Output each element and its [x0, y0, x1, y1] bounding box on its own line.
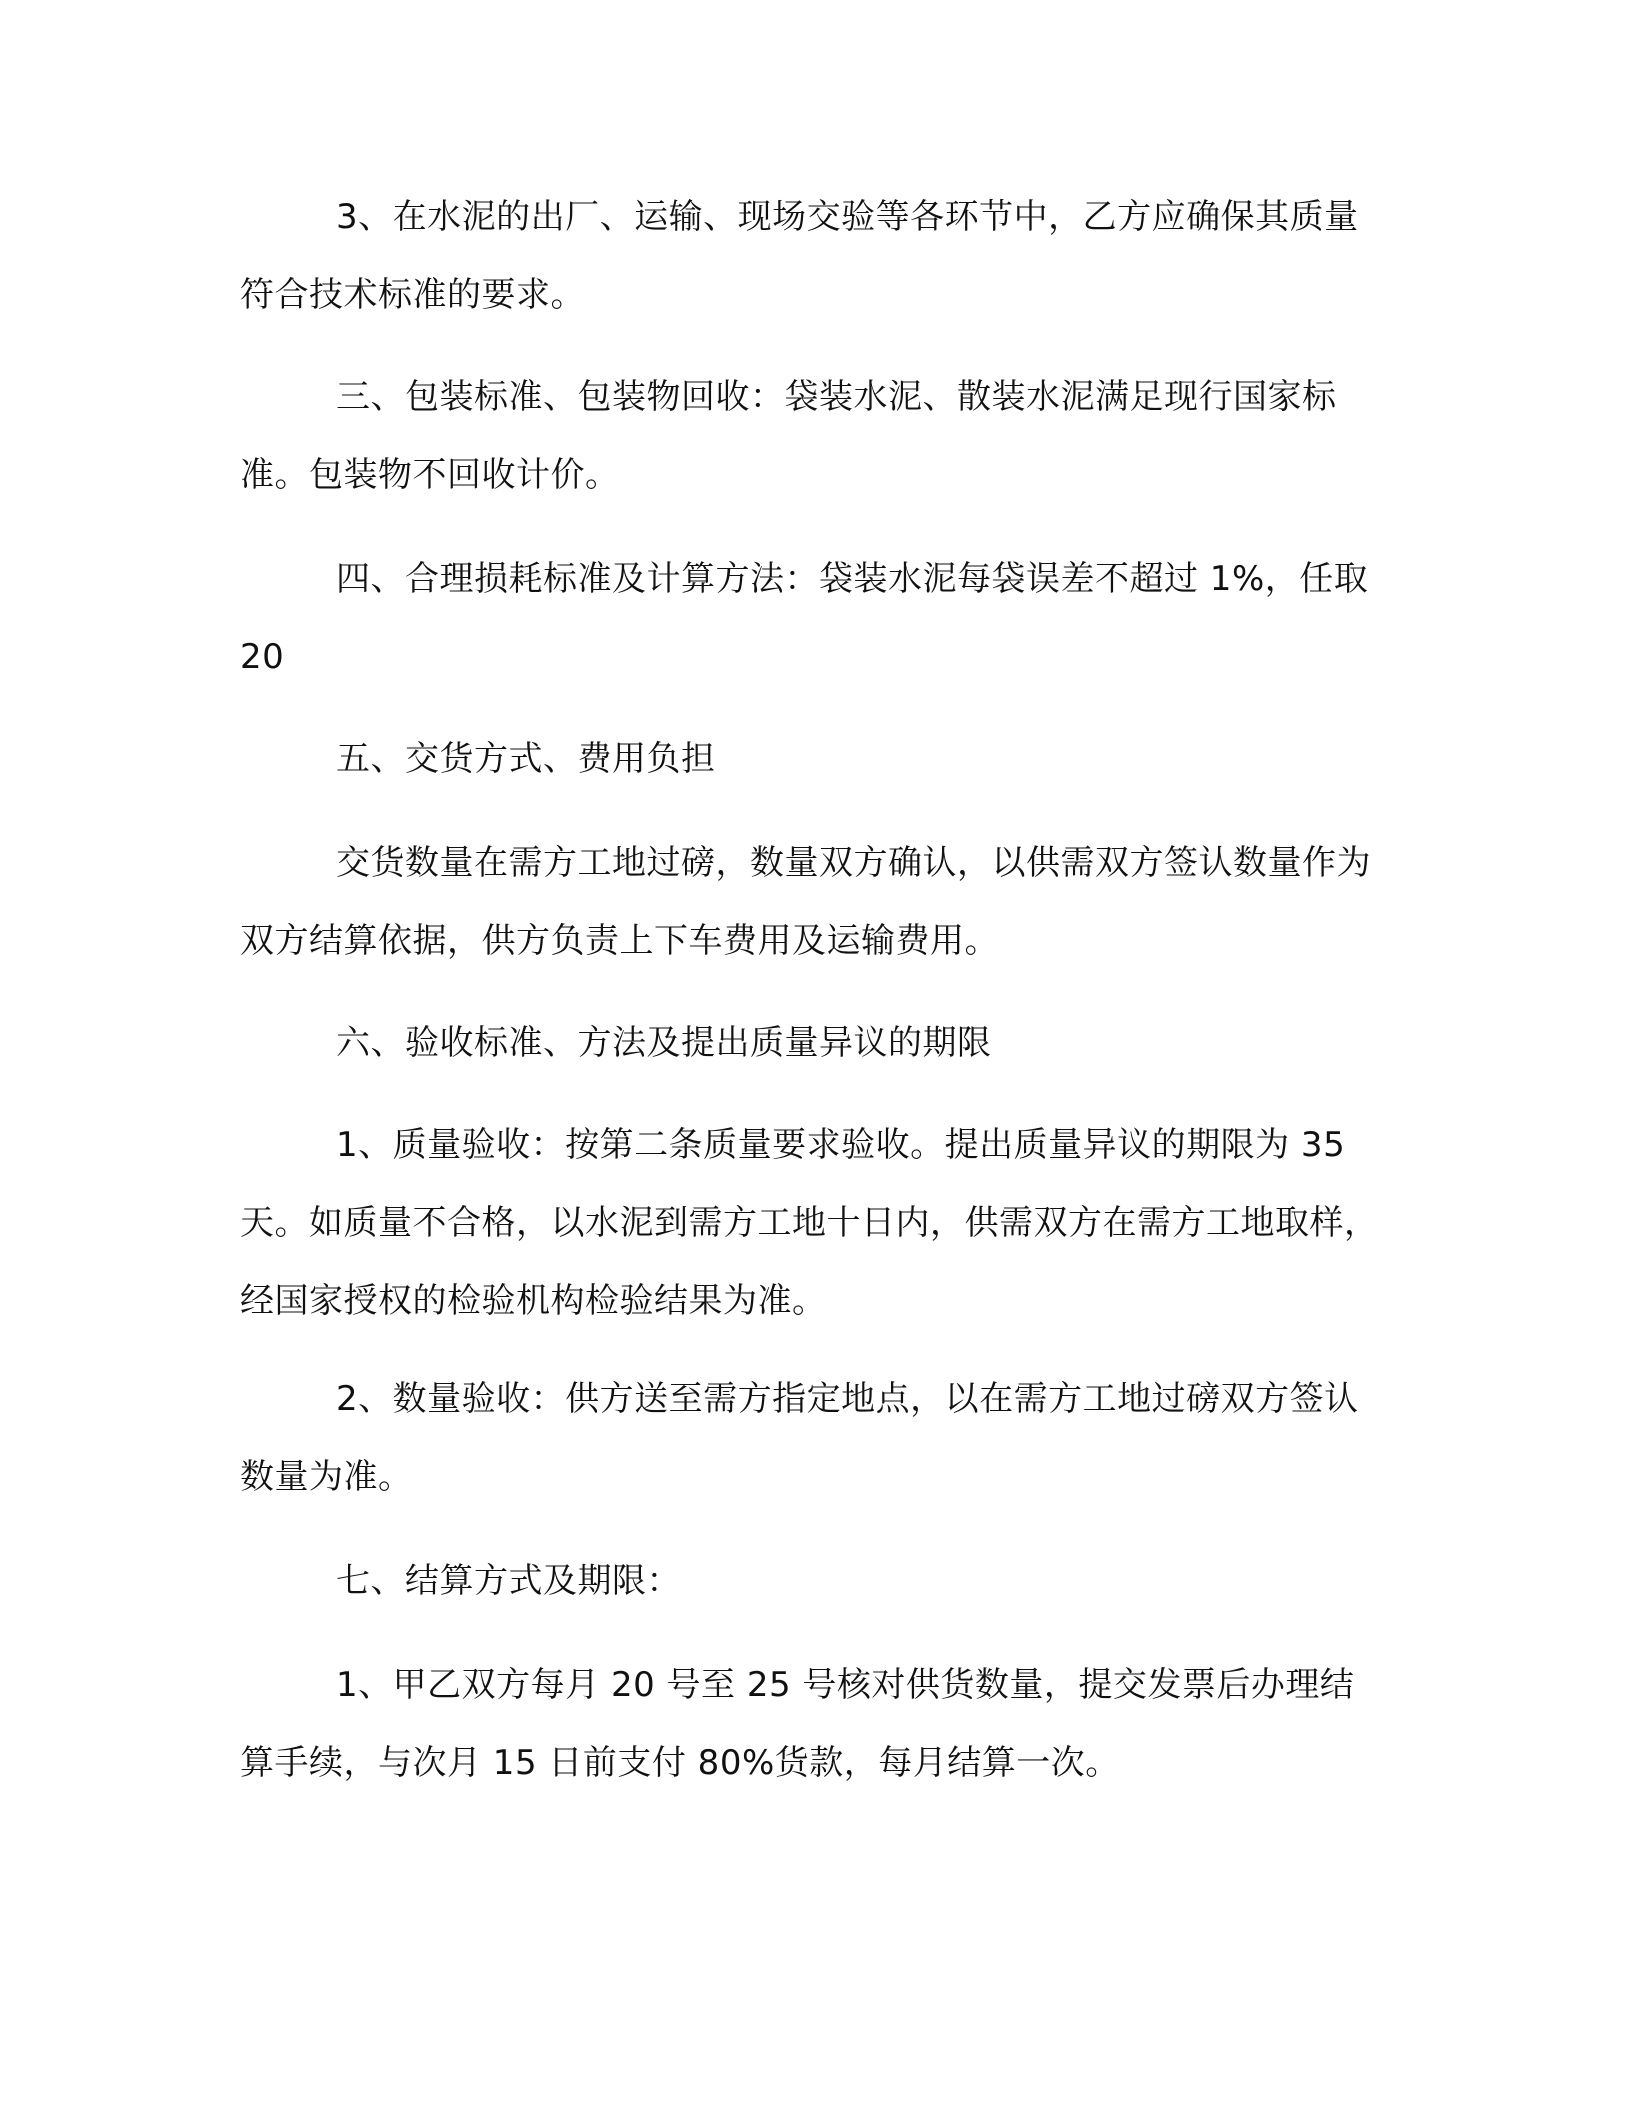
paragraph-quantity-acceptance: 2、数量验收：供方送至需方指定地点，以在需方工地过磅双方签认数量为准。 — [240, 1379, 1359, 1497]
paragraph-quality-assurance: 3、在水泥的出厂、运输、现场交验等各环节中，乙方应确保其质量符合技术标准的要求。 — [240, 197, 1359, 315]
paragraph-packaging-standard: 三、包装标准、包装物回收：袋装水泥、散装水泥满足现行国家标准。包装物不回收计价。 — [240, 377, 1337, 495]
paragraph-loss-standard: 四、合理损耗标准及计算方法：袋装水泥每袋误差不超过 1%，任取 20 — [240, 559, 1369, 677]
heading-settlement: 七、结算方式及期限： — [336, 1561, 681, 1601]
paragraph-delivery-quantity: 交货数量在需方工地过磅，数量双方确认，以供需双方签认数量作为双方结算依据，供方负责上下车费用及运输费用。 — [240, 843, 1371, 961]
heading-delivery-method: 五、交货方式、费用负担 — [336, 739, 716, 779]
paragraph-settlement-terms: 1、甲乙双方每月 20 号至 25 号核对供货数量，提交发票后办理结算手续，与次月 15 日前支付 80%货款，每月结算一次。 — [240, 1665, 1355, 1783]
heading-acceptance-standard: 六、验收标准、方法及提出质量异议的期限 — [336, 1023, 992, 1063]
paragraph-quality-acceptance: 1、质量验收：按第二条质量要求验收。提出质量异议的期限为 35 天。如质量不合格，以水泥到需方工地十日内，供需双方在需方工地取样，经国家授权的检验机构检验结果为准。 — [240, 1125, 1379, 1321]
